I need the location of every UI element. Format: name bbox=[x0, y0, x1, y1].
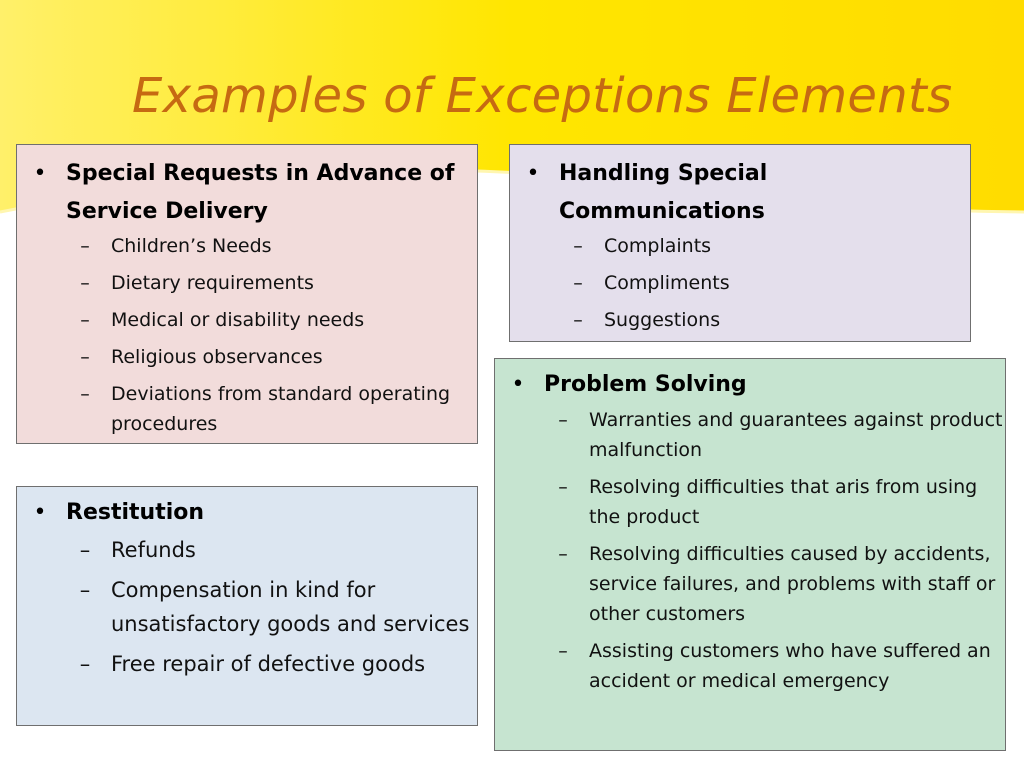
list-item bbox=[558, 636, 1004, 696]
problem-solving-list bbox=[511, 369, 1004, 703]
bullet-icon: • bbox=[33, 161, 47, 186]
slide-title: Examples of Exceptions Elements bbox=[132, 68, 953, 124]
dash-icon: – bbox=[80, 346, 90, 368]
list-item-text: Medical or disability needs bbox=[111, 309, 365, 331]
list-item bbox=[80, 379, 476, 439]
list-item-text: Compensation in kind for unsatisfactory goods and services bbox=[111, 578, 470, 636]
list-item bbox=[79, 647, 476, 681]
list-item-text: Warranties and guarantees against product malfunction bbox=[589, 409, 1003, 461]
list-item-text: Religious observances bbox=[111, 346, 323, 368]
list-item bbox=[80, 268, 476, 298]
list-item-text: Resolving difficulties that aris from using the product bbox=[589, 476, 978, 528]
list-item-text: Dietary requirements bbox=[111, 272, 314, 294]
list-item-text: Suggestions bbox=[604, 309, 721, 331]
list-item bbox=[79, 573, 476, 641]
restitution-box bbox=[16, 486, 478, 726]
list-item-text: Refunds bbox=[111, 538, 196, 562]
handling-communications-sublist bbox=[573, 231, 959, 335]
problem-solving-box bbox=[494, 358, 1006, 751]
problem-solving-bullet bbox=[511, 369, 1004, 696]
special-requests-box bbox=[16, 144, 478, 444]
list-item-text: Free repair of defective goods bbox=[111, 652, 426, 676]
bullet-icon: • bbox=[511, 372, 525, 397]
problem-solving-sublist bbox=[558, 405, 1004, 696]
list-item bbox=[80, 305, 476, 335]
handling-communications-list bbox=[526, 155, 959, 342]
handling-communications-box bbox=[509, 144, 971, 342]
bullet-icon: • bbox=[526, 161, 540, 186]
dash-icon: – bbox=[79, 652, 91, 676]
list-item-text: Resolving difficulties caused by accidents, service failures, and problems with staff or other customers bbox=[589, 543, 996, 625]
handling-communications-bullet bbox=[526, 155, 959, 335]
restitution-heading: Restitution bbox=[66, 500, 205, 525]
dash-icon: – bbox=[558, 409, 568, 431]
list-item-text: Assisting customers who have suffered an accident or medical emergency bbox=[589, 640, 991, 692]
dash-icon: – bbox=[80, 272, 90, 294]
special-requests-bullet bbox=[33, 155, 476, 439]
dash-icon: – bbox=[79, 578, 91, 602]
list-item bbox=[573, 231, 959, 261]
dash-icon: – bbox=[80, 309, 90, 331]
list-item bbox=[558, 539, 1004, 629]
list-item-text: Children’s Needs bbox=[111, 235, 272, 257]
dash-icon: – bbox=[79, 538, 91, 562]
dash-icon: – bbox=[573, 235, 583, 257]
restitution-bullet bbox=[33, 495, 476, 681]
list-item bbox=[558, 405, 1004, 465]
list-item-text: Deviations from standard operating procedures bbox=[111, 383, 451, 435]
special-requests-list bbox=[33, 155, 476, 446]
special-requests-sublist bbox=[80, 231, 476, 439]
bullet-icon: • bbox=[33, 500, 47, 525]
list-item-text: Compliments bbox=[604, 272, 730, 294]
list-item bbox=[573, 268, 959, 298]
list-item bbox=[80, 231, 476, 261]
dash-icon: – bbox=[558, 476, 568, 498]
dash-icon: – bbox=[573, 309, 583, 331]
dash-icon: – bbox=[558, 543, 568, 565]
list-item-text: Complaints bbox=[604, 235, 712, 257]
dash-icon: – bbox=[80, 235, 90, 257]
handling-communications-heading: Handling Special Communications bbox=[559, 161, 768, 224]
list-item bbox=[573, 305, 959, 335]
dash-icon: – bbox=[80, 383, 90, 405]
special-requests-heading: Special Requests in Advance of Service Delivery bbox=[66, 161, 455, 224]
restitution-sublist bbox=[79, 533, 476, 681]
dash-icon: – bbox=[573, 272, 583, 294]
problem-solving-heading: Problem Solving bbox=[544, 372, 747, 397]
list-item bbox=[558, 472, 1004, 532]
dash-icon: – bbox=[558, 640, 568, 662]
list-item bbox=[79, 533, 476, 567]
restitution-list bbox=[33, 495, 476, 687]
list-item bbox=[80, 342, 476, 372]
